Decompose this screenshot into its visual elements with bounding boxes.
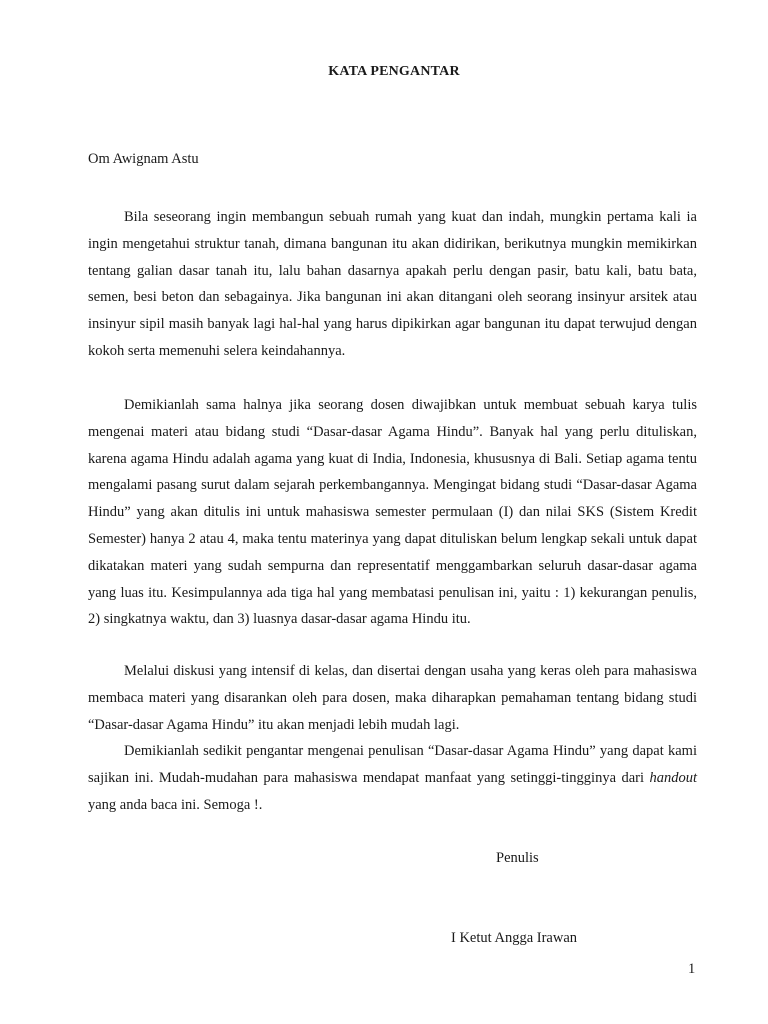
document-title: KATA PENGANTAR <box>328 64 460 79</box>
closing-label: Penulis <box>496 850 539 866</box>
page-number: 1 <box>688 961 696 977</box>
paragraph-4 <box>88 738 697 818</box>
paragraph-3-block <box>88 658 697 738</box>
paragraph-3: Melalui diskusi yang intensif di kelas, dan disertai dengan usaha yang keras oleh para mahasiswa membaca materi yang disarankan oleh para dosen, maka diharapkan pemahaman tentang bidang studi “Dasar-dasar Agama Hindu” itu akan menjadi lebih mudah lagi. <box>88 663 697 733</box>
paragraph-4-end: yang anda baca ini. Semoga !. <box>88 796 263 813</box>
author-name: I Ketut Angga Irawan <box>451 930 578 946</box>
paragraph-2: Demikianlah sama halnya jika seorang dosen diwajibkan untuk membuat sebuah karya tulis mengenai materi atau bidang studi “Dasar-dasar Agama Hindu”. Banyak hal yang perlu dituliskan, karena agama Hindu adalah agama yang kuat di India, Indonesia, khususnya di Bali. Setiap agama tentu mengalami pasang surut dalam sejarah perkembangannya. Mengingat bidang studi “Dasar-dasar Agama Hindu” yang akan ditulis ini untuk mahasiswa semester permulaan (I) dan nilai SKS (Sistem Kredit Semester) hanya 2 atau 4, maka tentu materinya yang dapat dituliskan belum lengkap sekali untuk dapat dikatakan materi yang sudah sempurna dan representatif menggambarkan seluruh dasar-dasar agama yang luas itu. Kesimpulannya ada tiga hal yang membatasi penulisan ini, yaitu : 1) kekurangan penulis, 2) singkatnya waktu, dan 3) luasnya dasar-dasar agama Hindu itu. <box>88 397 697 628</box>
handout-term: handout <box>649 769 697 786</box>
paragraph-4-block <box>88 738 697 818</box>
paragraph-1-block <box>88 204 697 365</box>
paragraph-4-start: Demikianlah sedikit pengantar mengenai penulisan “Dasar-dasar Agama Hindu” yang dapat kami sajikan ini. Mudah-mudahan para mahasiswa mendapat manfaat yang setinggi-tingginya dari <box>88 743 697 786</box>
paragraph-1: Bila seseorang ingin membangun sebuah rumah yang kuat dan indah, mungkin pertama kali ia ingin mengetahui struktur tanah, dimana bangunan itu akan didirikan, berikutnya mungkin memikirkan tentang galian dasar tanah itu, lalu bahan dasarnya apakah perlu dengan pasir, batu kali, batu bata, semen, besi beton dan sebagainya. Jika bangunan ini akan ditangani oleh seorang insinyur arsitek atau insinyur sipil masih banyak lagi hal-hal yang harus dipikirkan agar bangunan itu dapat terwujud dengan kokoh serta memenuhi selera keindahannya. <box>88 209 697 359</box>
paragraph-2-block <box>88 392 697 633</box>
greeting: Om Awignam Astu <box>88 151 199 167</box>
